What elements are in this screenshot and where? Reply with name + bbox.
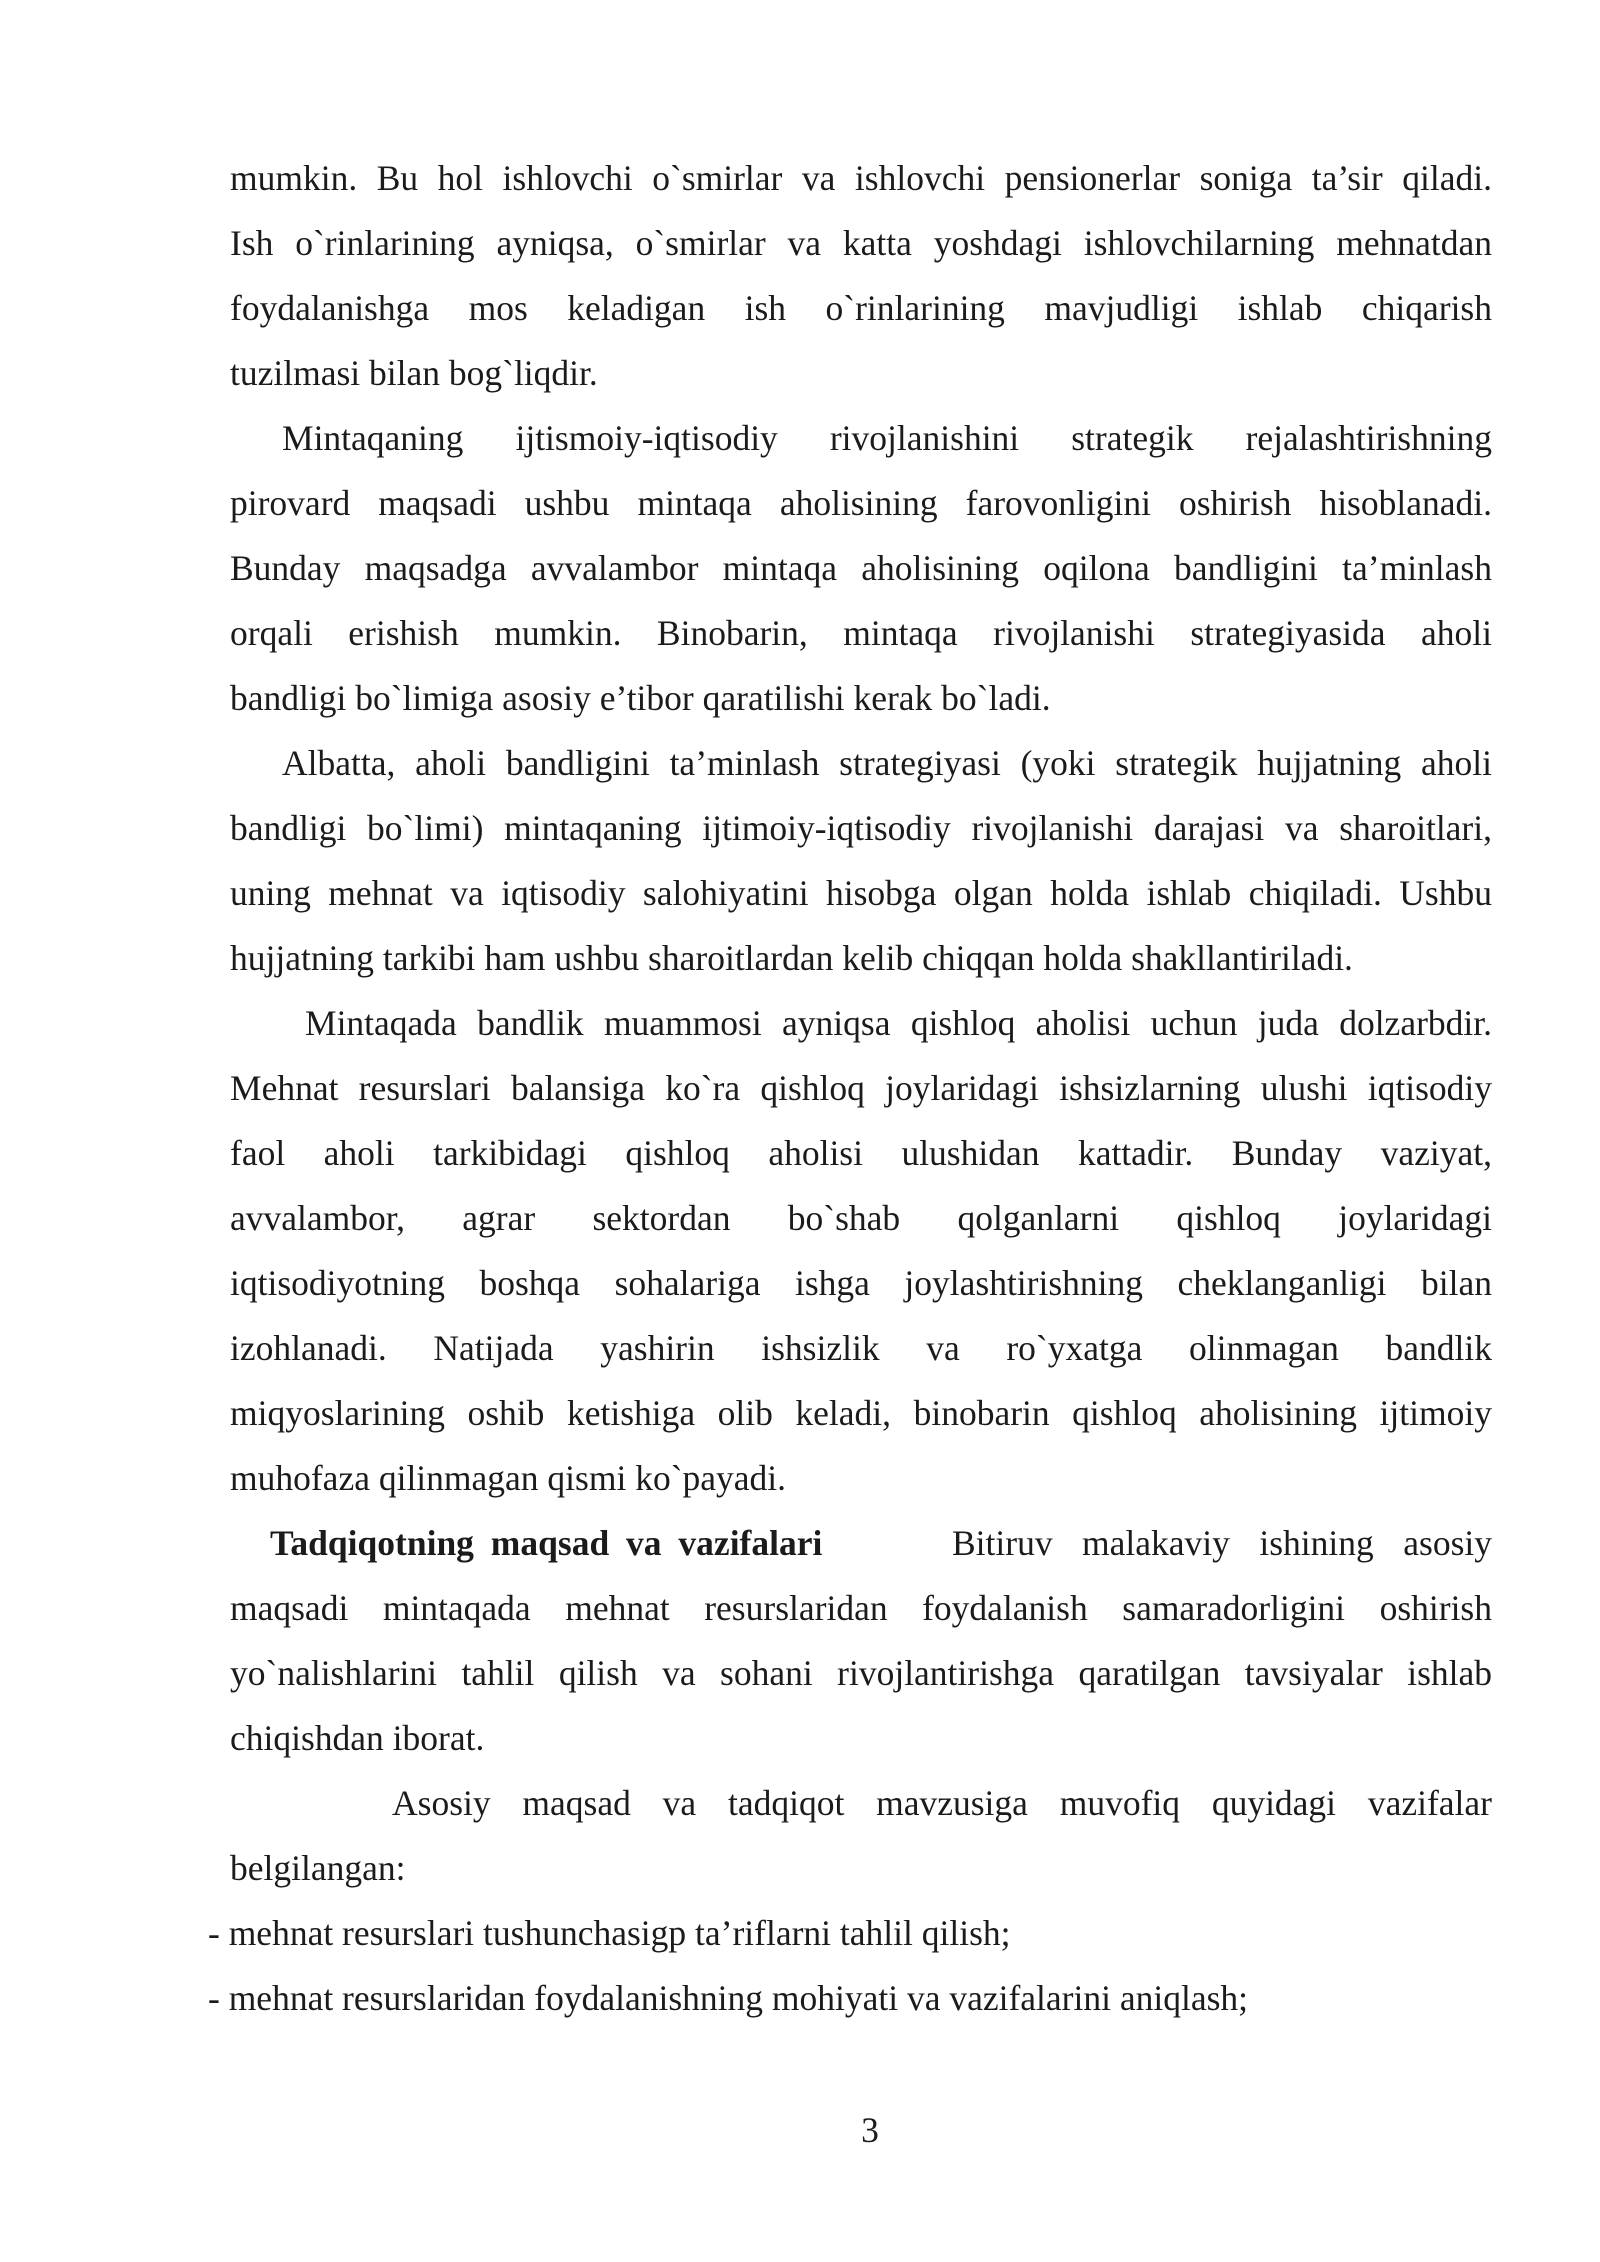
body-text-line: yo`nalishlarini tahlil qilish va sohani rivojlantirishga qaratilgan tavsiyalar ishlab	[230, 1653, 1492, 1693]
page-number: 3	[861, 2110, 879, 2150]
body-text-line: muhofaza qilinmagan qismi ko`payadi.	[230, 1458, 787, 1498]
body-text-line: bandligi bo`limi) mintaqaning ijtimoiy-iqtisodiy rivojlanishi darajasi va sharoitlari,	[230, 808, 1492, 848]
body-text-line: izohlanadi. Natijada yashirin ishsizlik va ro`yxatga olinmagan bandlik	[230, 1328, 1492, 1368]
list-item: - mehnat resurslaridan foydalanishning mohiyati va vazifalarini aniqlash;	[208, 1978, 1249, 2018]
body-text-line: mumkin. Bu hol ishlovchi o`smirlar va ishlovchi pensionerlar soniga ta’sir qiladi.	[230, 158, 1492, 198]
body-text-line: avvalambor, agrar sektordan bo`shab qolganlarni qishloq joylaridagi	[230, 1198, 1492, 1238]
body-text-line: Mehnat resurslari balansiga ko`ra qishloq joylaridagi ishsizlarning ulushi iqtisodiy	[230, 1068, 1492, 1108]
body-text-line: iqtisodiyotning boshqa sohalariga ishga joylashtirishning cheklanganligi bilan	[230, 1263, 1492, 1303]
body-text-line: pirovard maqsadi ushbu mintaqa aholisining farovonligini oshirish hisoblanadi.	[230, 483, 1492, 523]
body-text-line: Asosiy maqsad va tadqiqot mavzusiga muvofiq quyidagi vazifalar	[392, 1783, 1492, 1823]
section-heading: Tadqiqotning maqsad va vazifalari	[270, 1523, 823, 1563]
section-heading-line	[270, 1523, 1492, 1563]
body-text-line: belgilangan:	[230, 1848, 406, 1888]
body-text-line: chiqishdan iborat.	[230, 1718, 485, 1758]
body-text-line: tuzilmasi bilan bog`liqdir.	[230, 353, 598, 393]
list-item: - mehnat resurslari tushunchasigp ta’riflarni tahlil qilish;	[208, 1913, 1011, 1953]
body-text-line: hujjatning tarkibi ham ushbu sharoitlardan kelib chiqqan holda shakllantiriladi.	[230, 938, 1353, 978]
body-text-line: Albatta, aholi bandligini ta’minlash strategiyasi (yoki strategik hujjatning aholi	[282, 743, 1492, 783]
body-text-line: Mintaqada bandlik muammosi ayniqsa qishloq aholisi uchun juda dolzarbdir.	[305, 1003, 1492, 1043]
body-text-line: Bunday maqsadga avvalambor mintaqa aholisining oqilona bandligini ta’minlash	[230, 548, 1492, 588]
body-text-line: bandligi bo`limiga asosiy e’tibor qaratilishi kerak bo`ladi.	[230, 678, 1051, 718]
body-text-line: faol aholi tarkibidagi qishloq aholisi ulushidan kattadir. Bunday vaziyat,	[230, 1133, 1492, 1173]
body-text-line: Ish o`rinlarining ayniqsa, o`smirlar va katta yoshdagi ishlovchilarning mehnatdan	[230, 223, 1492, 263]
body-text-line: miqyoslarining oshib ketishiga olib keladi, binobarin qishloq aholisining ijtimoiy	[230, 1393, 1492, 1433]
body-text-line: orqali erishish mumkin. Binobarin, mintaqa rivojlanishi strategiyasida aholi	[230, 613, 1492, 653]
body-text-line: foydalanishga mos keladigan ish o`rinlarining mavjudligi ishlab chiqarish	[230, 288, 1492, 328]
body-text-line: Mintaqaning ijtismoiy-iqtisodiy rivojlanishini strategik rejalashtirishning	[282, 418, 1492, 458]
body-text-line: Bitiruv malakaviy ishining asosiy	[952, 1523, 1492, 1563]
body-text-line: uning mehnat va iqtisodiy salohiyatini hisobga olgan holda ishlab chiqiladi. Ushbu	[230, 873, 1492, 913]
body-text-line: maqsadi mintaqada mehnat resurslaridan foydalanish samaradorligini oshirish	[230, 1588, 1492, 1628]
